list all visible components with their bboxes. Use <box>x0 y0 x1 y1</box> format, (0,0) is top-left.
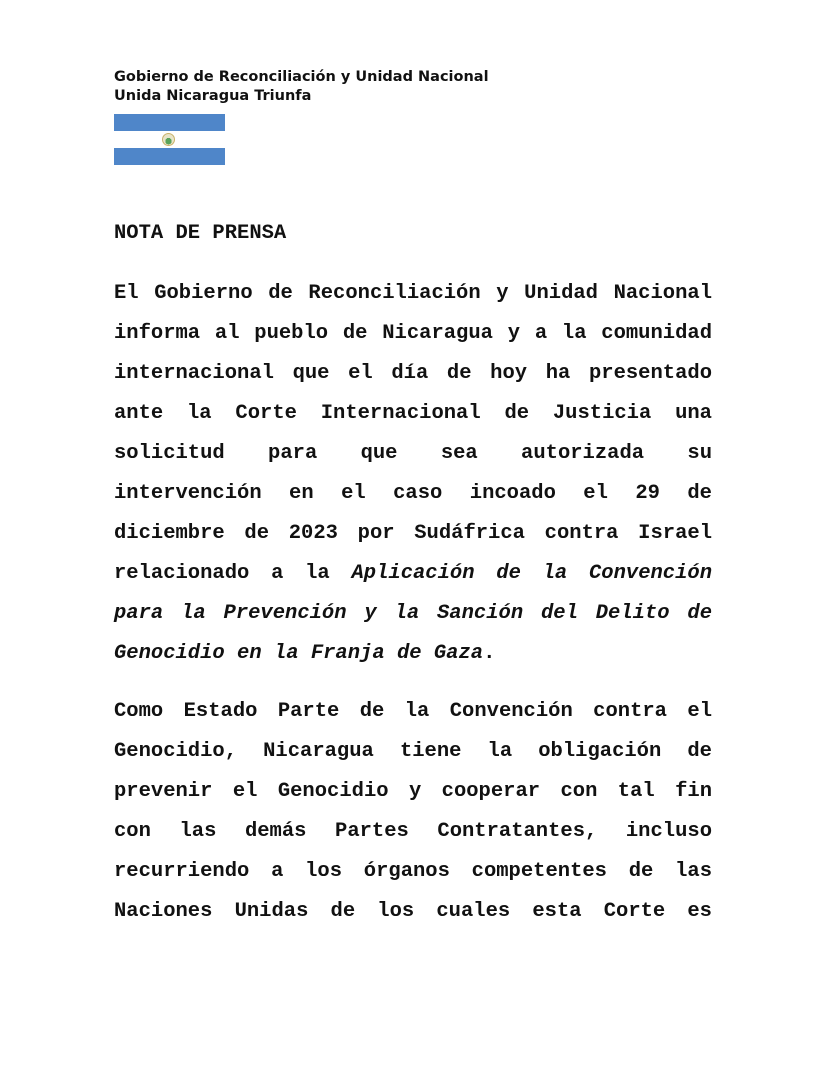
text-line <box>114 898 712 938</box>
text-segment: relacionado a la <box>114 562 352 585</box>
text-line <box>114 400 712 440</box>
text-segment: informa al pueblo de Nicaragua y a la comunidad <box>114 322 712 345</box>
italic-text: Aplicación de la Convención <box>351 562 713 585</box>
italic-text: para la Prevención y la Sanción del Delito de <box>114 602 712 625</box>
text-line <box>114 320 712 360</box>
coat-of-arms-icon <box>162 133 175 146</box>
text-segment: ante la Corte Internacional de Justicia una <box>114 402 712 425</box>
page-title: NOTA DE PRENSA <box>114 222 287 245</box>
letterhead <box>114 68 489 106</box>
text-segment: recurriendo a los órganos competentes de las <box>114 860 712 883</box>
text-line <box>114 818 712 858</box>
text-line <box>114 520 712 560</box>
text-line <box>114 360 712 400</box>
text-segment: con las demás Partes Contratantes, incluso <box>114 820 712 843</box>
text-segment: El Gobierno de Reconciliación y Unidad Nacional <box>114 282 712 305</box>
text-segment: intervención en el caso incoado el 29 de <box>114 482 712 505</box>
text-segment: prevenir el Genocidio y cooperar con tal fin <box>114 780 712 803</box>
text-line <box>114 738 712 778</box>
text-line <box>114 600 712 640</box>
text-segment: Naciones Unidas de los cuales esta Corte es <box>114 900 712 923</box>
text-segment: solicitud para que sea autorizada su <box>114 442 712 465</box>
text-line <box>114 640 712 680</box>
text-segment: Como Estado Parte de la Convención contra el <box>114 700 712 723</box>
paragraph-2 <box>114 698 712 938</box>
flag-stripe-blue <box>114 148 225 165</box>
paragraph-1 <box>114 280 712 680</box>
letterhead-line-1: Gobierno de Reconciliación y Unidad Nacional <box>114 69 489 85</box>
letterhead-line-2: Unida Nicaragua Triunfa <box>114 88 312 104</box>
text-segment: internacional que el día de hoy ha presentado <box>114 362 712 385</box>
text-segment: diciembre de 2023 por Sudáfrica contra Israel <box>114 522 712 545</box>
text-line <box>114 698 712 738</box>
text-line <box>114 480 712 520</box>
text-segment: . <box>483 642 496 665</box>
flag-stripe-white <box>114 131 225 148</box>
text-line <box>114 280 712 320</box>
italic-text: Genocidio en la Franja de Gaza <box>114 642 484 665</box>
text-line <box>114 858 712 898</box>
nicaragua-flag <box>114 114 225 165</box>
text-line <box>114 440 712 480</box>
text-line <box>114 778 712 818</box>
text-line <box>114 560 712 600</box>
flag-stripe-blue <box>114 114 225 131</box>
text-segment: Genocidio, Nicaragua tiene la obligación de <box>114 740 712 763</box>
